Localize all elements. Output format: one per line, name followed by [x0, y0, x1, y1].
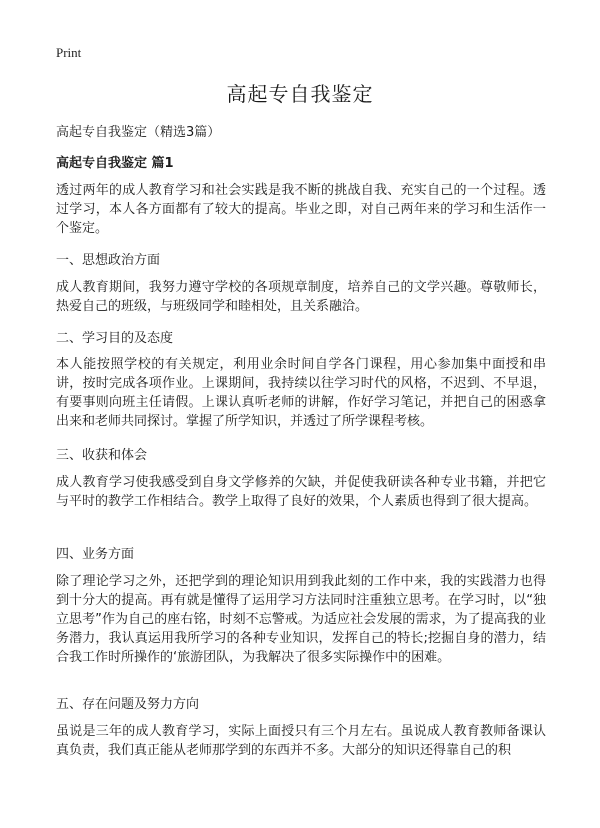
document-subtitle: 高起专自我鉴定（精选3篇） [56, 125, 221, 140]
print-link[interactable]: Print [56, 45, 82, 60]
section-heading: 高起专自我鉴定 篇1 [56, 156, 174, 171]
page-title: 高起专自我鉴定 [226, 82, 374, 106]
paragraph-gains: 成人教育学习使我感受到自身文学修养的欠缺，并促使我研读各种专业书籍，并把它与平时的教学工作相结合。教学上取得了良好的效果，个人素质也得到了很大提高。 [56, 475, 546, 509]
paragraph-study: 本人能按照学校的有关规定，利用业余时间自学各门课程，用心参加集中面授和串讲，按时完成各项作业。上课期间，我持续以往学习时代的风格，不迟到、不早退，有要事则向班主任请假。上课认真听老师的讲解，作好学习笔记，并把自己的困惑拿出来和老师共同探讨。掌握了所学知识，并透过了所学课程考核。 [56, 357, 546, 429]
heading-politics: 一、思想政治方面 [56, 253, 161, 268]
paragraph-business: 除了理论学习之外，还把学到的理论知识用到我此刻的工作中来，我的实践潜力也得到十分大的提高。再有就是懂得了运用学习方法同时注重独立思考。在学习时，以“独立思考”作为自己的座右铭，时刻不忘警戒。为适应社会发展的需求，为了提高我的业务潜力，我认真运用我所学习的各种专业知识，发挥自己的特长;挖掘自身的潜力，结合我工作时所操作的‘旅游团队，为我解决了很多实际操作中的困难。 [56, 574, 546, 665]
heading-problems: 五、存在问题及努力方向 [56, 697, 200, 712]
heading-study: 二、学习目的及态度 [56, 331, 174, 346]
intro-paragraph: 透过两年的成人教育学习和社会实践是我不断的挑战自我、充实自己的一个过程。透过学习，本人各方面都有了较大的提高。毕业之即，对自己两年来的学习和生活作一个鉴定。 [56, 183, 546, 236]
heading-business: 四、业务方面 [56, 547, 135, 562]
paragraph-problems: 虽说是三年的成人教育学习，实际上面授只有三个月左右。虽说成人教育教师备课认真负责，我们真正能从老师那学到的东西并不多。大部分的知识还得靠自己的积 [56, 724, 546, 758]
paragraph-politics: 成人教育期间，我努力遵守学校的各项规章制度，培养自己的文学兴趣。尊敬师长，热爱自己的班级，与班级同学和睦相处，且关系融洽。 [56, 280, 546, 314]
heading-gains: 三、收获和体会 [56, 448, 148, 463]
